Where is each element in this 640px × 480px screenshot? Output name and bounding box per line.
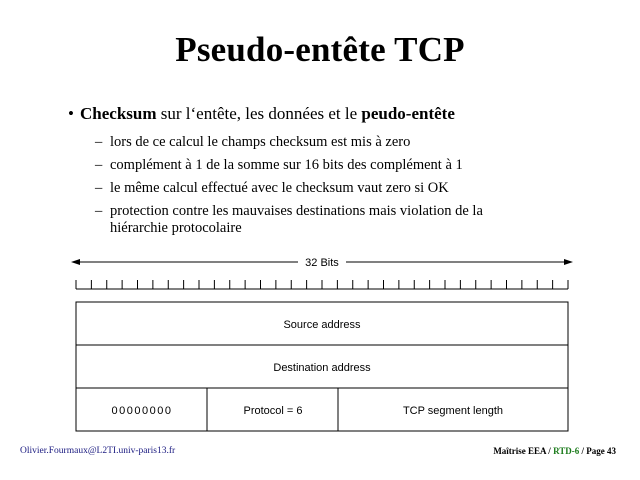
arrow-right-head-icon: [564, 259, 573, 265]
bit-width-label: 32 Bits: [305, 257, 339, 269]
arrow-left-head-icon: [71, 259, 80, 265]
bit-ruler-ticks: [76, 280, 568, 289]
footer-page-info: [493, 446, 616, 456]
bullet-text: sur l‘entête, les données et le: [156, 104, 362, 123]
footer-author-email: Olivier.Fourmaux@L2TI.univ-paris13.fr: [20, 446, 176, 456]
bullet-keyword: Checksum: [80, 104, 157, 123]
dash: –: [95, 134, 103, 150]
footer-rtd: RTD-6: [553, 446, 580, 456]
sub-bullet-text: protection contre les mauvaises destinations mais violation de la: [110, 203, 483, 219]
dash: –: [95, 180, 103, 196]
sub-bullet-text: le même calcul effectué avec le checksum vaut zero si OK: [110, 180, 449, 196]
field-protocol: Protocol = 6: [243, 405, 303, 417]
sub-bullet-text: lors de ce calcul le champs checksum est mis à zero: [110, 134, 411, 150]
footer-page-number: / Page 43: [579, 446, 616, 456]
field-source-address: Source address: [283, 319, 361, 331]
footer-course: Maîtrise EEA /: [493, 446, 554, 456]
field-zero-byte: 00000000: [111, 405, 173, 417]
field-tcp-segment-length: TCP segment length: [402, 405, 504, 417]
dash: –: [95, 157, 103, 173]
slide-title: Pseudo-entête TCP: [175, 30, 465, 69]
sub-bullet-text: hiérarchie protocolaire: [110, 220, 242, 236]
dash: –: [95, 203, 103, 219]
field-destination-address: Destination address: [273, 362, 371, 374]
bullet-dot: •: [68, 104, 74, 123]
bullet-keyword-2: peudo-entête: [361, 104, 455, 123]
sub-bullet-text: complément à 1 de la somme sur 16 bits des complément à 1: [110, 157, 463, 173]
